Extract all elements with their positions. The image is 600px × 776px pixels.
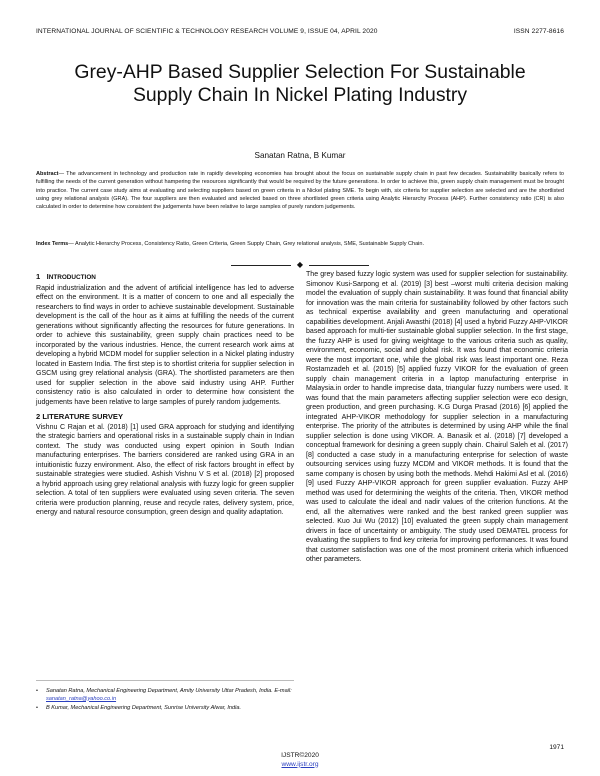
footnote-text: B Kumar, Mechanical Engineering Department, Sunrise University Alwar, India.: [46, 705, 242, 712]
survey-paragraph-left: Vishnu C Rajan et al. (2018) [1] used GRA approach for studying and identifying the strategic barriers and operational risks in a sustainable supply chain in Indian context. The study was conducted using expert opinion in South Indian manufacturing enterprises. The barriers considered are ranked using GRA in an intuitionistic fuzzy environment. Also, the effect of risk factors brought in effect by sustainable strategies were studied. Ashish Vishnu V S et al. (2018) [2] proposed a hybrid approach using grey relational analysis with fuzzy logic for green supplier selection. A total of ten suppliers were evaluated using seven criteria. The seven criteria were production planning, reuse and recycle rates, delivery system, price, energy and natural resource consumption, green design and quality adaptation.: [36, 423, 294, 516]
paper-title: Grey-AHP Based Supplier Selection For Sustainable Supply Chain In Nickel Plating Industry: [74, 61, 526, 106]
footnote-rule: [36, 680, 294, 681]
diamond-icon: ◆: [296, 260, 304, 269]
footnote-item: [36, 688, 294, 703]
abstract: [36, 170, 564, 211]
abstract-label: Abstract: [36, 171, 59, 177]
left-column: [36, 268, 294, 518]
issn: ISSN 2277-8616: [513, 28, 564, 35]
survey-paragraph-right: The grey based fuzzy logic system was used for supplier selection for sustainability. Simonov Kusi-Sarpong et al. (2019) [3] best –worst multi criteria decision making model the evaluation of supply chain sustainability. It was found that financial ability for innovation was the main criteria for sustainability followed by other factors such as technical expertise availability and green manufacturing and operational capabilities development. Anjali Awasthi (2018) [4] used a hybrid Fuzzy AHP-VIKOR based approach for multi-tier sustainable global supplier selection. In the first stage, the fuzzy AHP is used for giving weightage to the various criteria such as quality, environment, economic, social and global risk. It was found that economic criteria were the most important one, while the global risk was least important one. Reza Rostamzadeh et al. (2015) [5] applied fuzzy VIKOR for the evaluation of green supply chain management criteria in a laptop manufacturing enterprise in Malaysia.in order to handle imprecise data, triangular fuzzy numbers were used. It was found that the main parameters affecting supplier selection were eco design, green production, and green purchasing. K.G Durga Prasad (2016) [6] applied the integrated AHP-VIKOR methodology for supplier selection in a manufacturing enterprise. The priority of the attributes is determined by using AHP while the final supplier selection is done using VIKOR. A. Banasik et al. (2018) [7] developed a conceptual framework for desining a green supply chain. Chairul Saleh et al. (2017) [8] conducted a case study in a manufacturing enterprise for selection of waste outsourcing services using fuzzy MCDM and VIKOR methods. It is found that the same company is chosen by using both the methods. Mehdi Hakimi Asl et al. (2016) [9] used Fuzzy AHP-VIKOR approach for green supplier evaluation. Fuzzy AHP method was used for determining the weights of the criteria. Then, VIKOR method was used to calculate the ideal and nadir values of the criterion functions. At the end, all the alternatives were ranked and the best ranked green supplier was selected. Kuo Jui Wu (2012) [10] evaluated the green supply chain management drivers in face of uncertainty or ambiguity. The study used DEMATEL process for evaluating the suppliers to find key criteria for improving performances. It was found that customer satisfaction was one of the most prominent criteria which influenced other parameters.: [306, 271, 568, 563]
intro-heading: [36, 272, 294, 283]
publisher-label: IJSTR©2020: [281, 752, 319, 759]
abstract-text: — The advancement in technology and production rate in rapidly developing economies has brought about the focus on sustainable supply chain in past few decades. Sustainability basically refers to fulfilling the needs of the current generation without hampering the resources significantly that would be required by the future generations. In order to achieve this, green supply chain management must be brought into practice. The current case study aims at evaluating and selecting suppliers based on green criteria in a Nickel plating SME. To begin with, six criteria for supplier selection are selected and are the shortlisted using grey relational analysis (GRA). The four suppliers are then evaluated and selected based on three shortlisted green criteria using Analytic Hierarchy Process (AHP). Further consistency ratio (CR) is also calculated in order to determine how consistent the judgements have been relative to large samples of purely random judgements.: [36, 171, 564, 211]
index-terms-label: Index Terms: [36, 241, 69, 247]
intro-paragraph: Rapid industrialization and the advent of artificial intelligence has led to adverse effect on the environment. It is a matter of concern to one and all especially the researchers to find ways in order to achieve sustainable development. Sustainable development is the call of the hour as it aims at fulfilling the needs of the current generations without significantly affecting the resources for future generations. In order to achieve this sustainability, green supply chain practices need to be incorporated by the various industries. Hence, the current research work aims at developing a hybrid MCDM model for supplier selection in a Nickel plating industry located in Eastern India. The first step is to shortlist criteria for supplier selection in GSCM using grey relational analysis (GRA). The shortlisted parameters are then used for supplier selection in the above said industry using AHP. Further consistency ratio is also calculated in order to determine how consistent the judgements have been relative to large samples of purely random judgements.: [36, 284, 294, 406]
website-link[interactable]: www.ijstr.org: [281, 760, 319, 768]
author-footnotes: [36, 688, 294, 715]
divider-line-left: [231, 265, 291, 266]
divider-line-right: [309, 265, 369, 266]
author-email-link[interactable]: sanatan_ratna@yahoo.co.in: [46, 695, 117, 702]
page-footer: [0, 752, 600, 769]
index-terms-text: — Analytic Hierarchy Process, Consistency Ratio, Green Criteria, Green Supply Chain, Grey relational analysis, SME, Sustainable Supply Chain.: [68, 241, 425, 247]
journal-header: [36, 28, 564, 35]
footnote-item: [36, 705, 294, 713]
survey-heading: 2 LITERATURE SURVEY: [36, 412, 124, 421]
intro-number: 1: [36, 272, 41, 281]
authors: Sanatan Ratna, B Kumar: [254, 151, 346, 160]
journal-name: INTERNATIONAL JOURNAL OF SCIENTIFIC & TECHNOLOGY RESEARCH VOLUME 9, ISSUE 04, APRIL 2020: [36, 28, 378, 35]
right-column: [306, 270, 568, 565]
index-terms: [36, 240, 564, 248]
page-number: 1971: [549, 744, 564, 751]
footnote-text: Sanatan Ratna, Mechanical Engineering Department, Amity University Uttar Pradesh, India. E-mail:: [46, 688, 292, 694]
intro-initial: I: [46, 272, 49, 281]
intro-heading-rest: NTRODUCTION: [48, 274, 96, 281]
